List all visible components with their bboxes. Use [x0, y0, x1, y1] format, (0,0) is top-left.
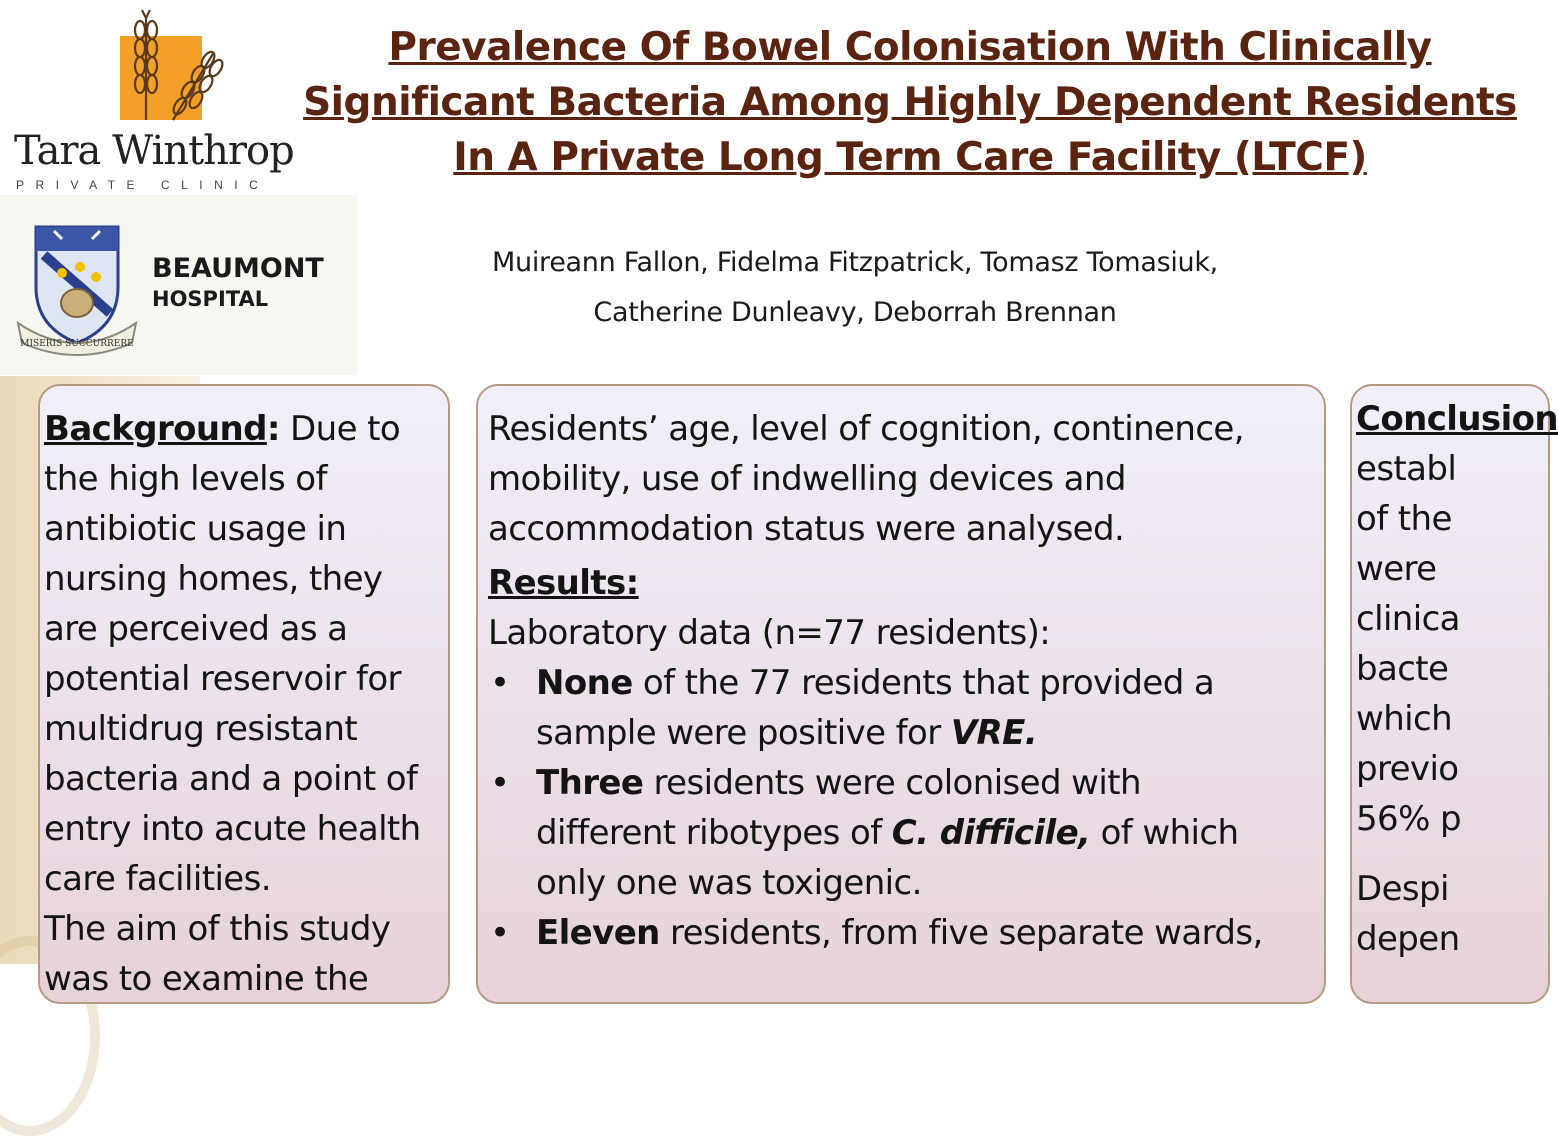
authors [430, 238, 1280, 338]
bullet-icon: • [490, 763, 510, 803]
background-line: The aim of this study [44, 909, 391, 949]
results-panel [476, 384, 1326, 1004]
conclusion-line: 56% p [1356, 799, 1461, 839]
beaumont-name: BEAUMONT [152, 253, 324, 284]
tara-winthrop-name: Tara Winthrop [14, 128, 294, 174]
list-item: • Three residents were colonised with different ribotypes of C. difficile, of which only one was toxigenic. [488, 758, 1318, 908]
conclusion-line: bacte [1356, 649, 1449, 689]
intro-line: Residents’ age, level of cognition, continence, [488, 409, 1244, 449]
background-line: potential reservoir for [44, 659, 401, 699]
authors-line: Muireann Fallon, Fidelma Fitzpatrick, Tomasz Tomasiuk, [492, 247, 1218, 278]
results-heading: Results: [488, 563, 639, 603]
background-line: was to examine the [44, 959, 369, 999]
conclusion-line: of the [1356, 499, 1452, 539]
intro-line: accommodation status were analysed. [488, 509, 1125, 549]
tara-winthrop-subtitle: PRIVATE CLINIC [16, 178, 270, 192]
conclusion-heading: Conclusion [1356, 399, 1558, 439]
conclusion-line: Despi [1356, 869, 1449, 909]
background-line: multidrug resistant [44, 709, 358, 749]
beaumont-crest-icon [14, 217, 140, 357]
conclusion-panel [1350, 384, 1558, 1004]
authors-line: Catherine Dunleavy, Deborrah Brennan [593, 297, 1117, 328]
heading-colon: : [266, 409, 280, 449]
conclusion-line: clinica [1356, 599, 1460, 639]
background-line: care facilities. [44, 859, 271, 899]
conclusion-line: which [1356, 699, 1453, 739]
background-heading: Background [44, 409, 267, 449]
conclusion-line: depen [1356, 919, 1460, 959]
background-line: antibiotic usage in [44, 509, 347, 549]
lab-data-line: Laboratory data (n=77 residents): [488, 613, 1051, 653]
background-line: the high levels of [44, 459, 327, 499]
wheat-icon [118, 8, 228, 126]
svg-text:MISERIS SUCCURRERE: MISERIS SUCCURRERE [20, 339, 134, 349]
results-list [488, 658, 1318, 958]
title-line: In A Private Long Term Care Facility (LTCF) [453, 135, 1367, 180]
title-line: Significant Bacteria Among Highly Dependent Residents [303, 80, 1517, 125]
bullet-icon: • [490, 663, 510, 703]
title-line: Prevalence Of Bowel Colonisation With Clinically [388, 25, 1432, 70]
poster-title [300, 20, 1520, 185]
results-text [488, 404, 1318, 958]
bullet-icon: • [490, 913, 510, 953]
background-panel [38, 384, 450, 1004]
background-text [44, 404, 444, 1004]
conclusion-text [1356, 394, 1556, 964]
list-item: • Eleven residents, from five separate wards, [488, 908, 1318, 958]
hospital-name: HOSPITAL [152, 287, 269, 311]
list-item: • None of the 77 residents that provided a sample were positive for VRE. [488, 658, 1318, 758]
background-line: Due to [279, 409, 401, 449]
conclusion-line: were [1356, 549, 1437, 589]
background-line: bacteria and a point of [44, 759, 418, 799]
tara-winthrop-logo [10, 4, 294, 194]
conclusion-line: previo [1356, 749, 1459, 789]
background-line: entry into acute health [44, 809, 421, 849]
background-line: nursing homes, they [44, 559, 383, 599]
background-line: are perceived as a [44, 609, 348, 649]
intro-line: mobility, use of indwelling devices and [488, 459, 1126, 499]
beaumont-hospital-logo [0, 195, 357, 375]
conclusion-line: establ [1356, 449, 1457, 489]
